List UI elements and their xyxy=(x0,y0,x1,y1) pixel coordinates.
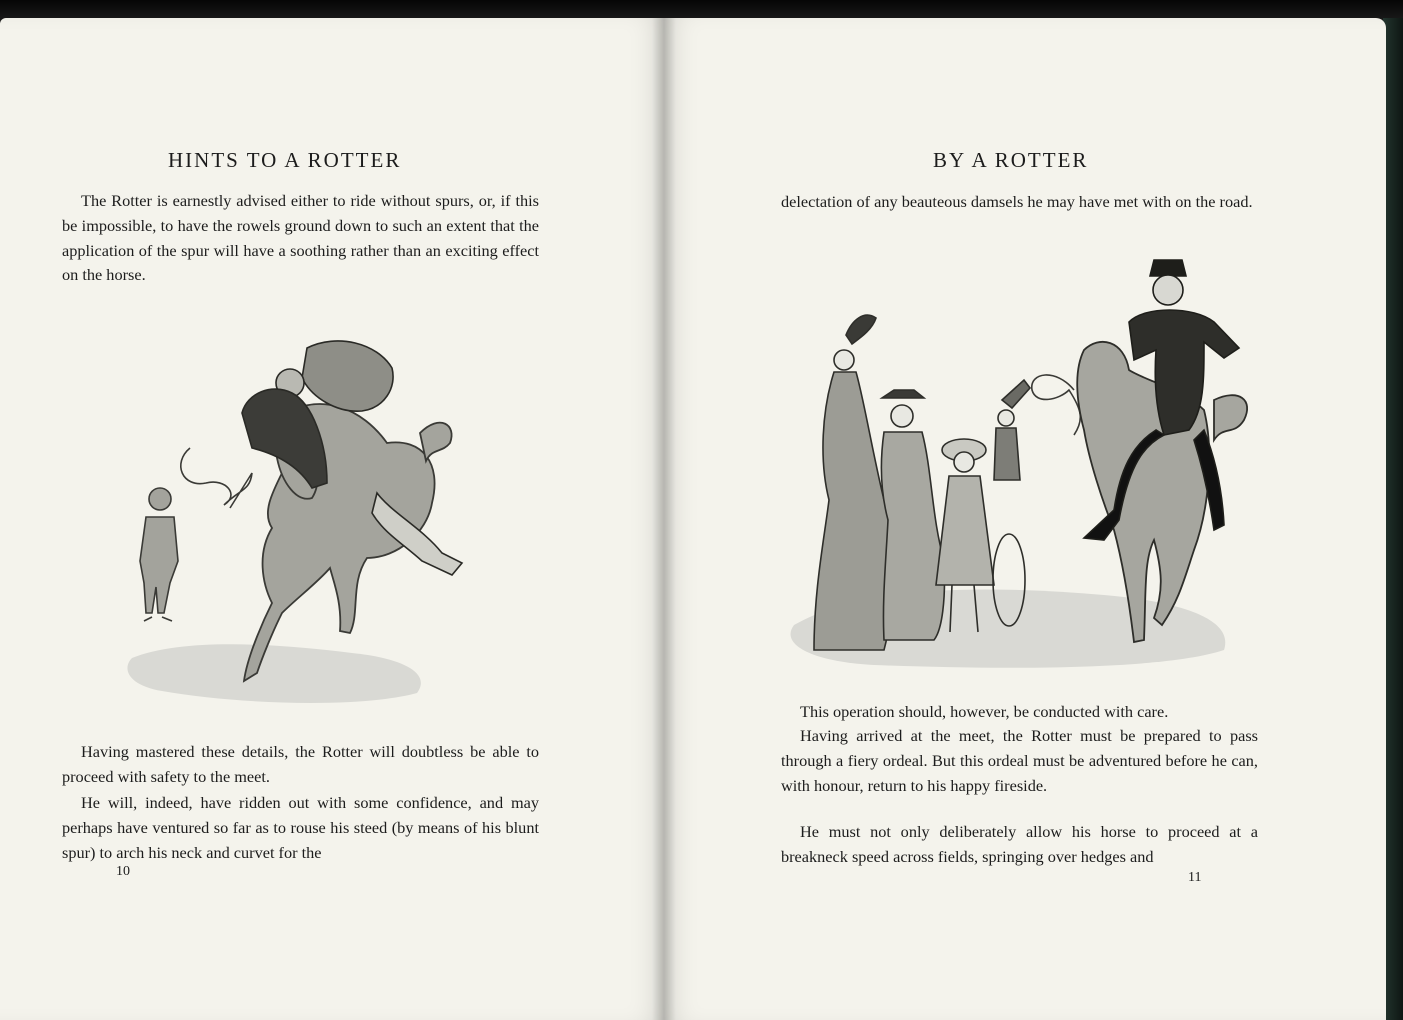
left-illustration xyxy=(122,313,484,708)
riding-whip xyxy=(1032,375,1081,435)
right-illustration xyxy=(784,240,1264,685)
left-paragraph-top: The Rotter is earnestly advised either to ride without spurs, or, if this be impossible, to have the rowels ground down to such an extent that the application of the spur will have a soothing rather than an exciting effect on the horse. xyxy=(62,191,539,285)
ground-shadow xyxy=(127,644,420,703)
right-page xyxy=(664,18,1386,1020)
right-paragraph-bottom-1: This operation should, however, be conducted with care. xyxy=(800,702,1169,721)
right-paragraph-bottom-2: Having arrived at the meet, the Rotter must be prepared to pass through a fiery ordeal. But this ordeal must be adventured before he can, with honour, return to his happy fireside. xyxy=(781,726,1258,795)
lady-figure-hat xyxy=(881,390,944,640)
right-page-header: BY A ROTTER xyxy=(933,148,1089,172)
child-waving xyxy=(994,380,1030,480)
boy-figure xyxy=(140,488,178,621)
right-paragraph-bottom-3: He must not only deliberately allow his horse to proceed at a breakneck speed across fields, springing over hedges and xyxy=(781,822,1258,866)
left-paragraph-bottom-2: He will, indeed, have ridden out with some confidence, and may perhaps have ventured so far as to rouse his steed (by means of his blunt spur) to arch his neck and curvet for the xyxy=(62,793,539,862)
book-cover-edge xyxy=(1383,18,1403,1020)
left-paragraph-bottom-1: Having mastered these details, the Rotter will doubtless be able to proceed with safety to the meet. xyxy=(62,742,539,786)
lady-figure-tall xyxy=(814,315,893,650)
left-page-number: 10 xyxy=(116,864,130,879)
riding-whip xyxy=(181,448,252,508)
right-page-number: 11 xyxy=(1188,870,1202,885)
left-page-header: HINTS TO A ROTTER xyxy=(168,148,402,172)
book-gutter xyxy=(652,18,676,1020)
left-page xyxy=(0,18,664,1020)
right-paragraph-top: delectation of any beauteous damsels he may have met with on the road. xyxy=(781,192,1253,211)
